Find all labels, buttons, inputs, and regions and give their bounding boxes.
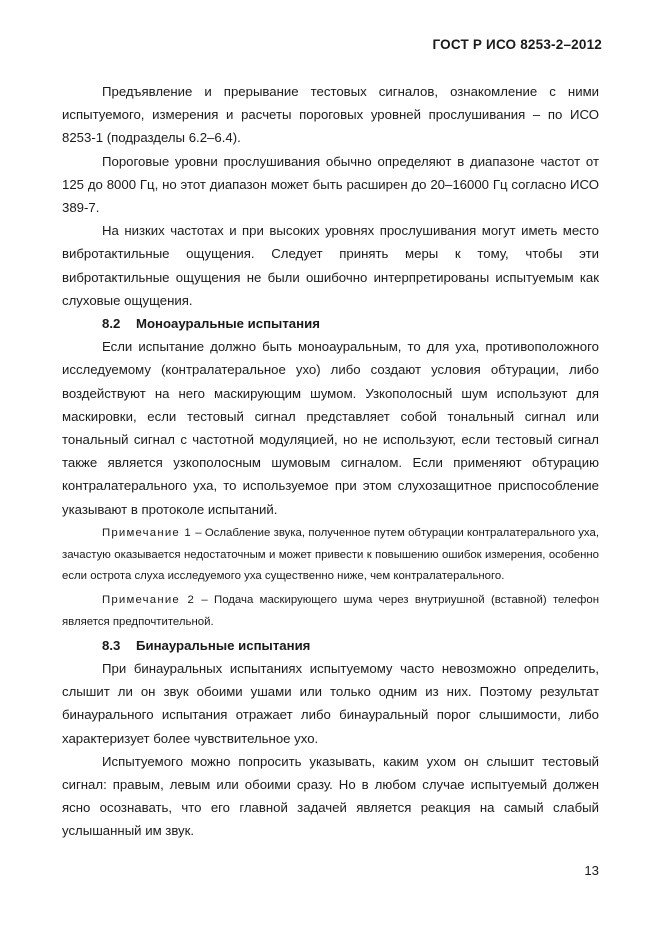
note-label: Примечание 1 [102,526,192,539]
paragraph: Пороговые уровни прослушивания обычно определяют в диапазоне частот от 125 до 8000 Гц, но этот диапазон может быть расширен до 20–16000 Гц согласно ИСО 389-7. [62,153,599,216]
note-text: – Ослабление звука, полученное путем обтурации контралатерального уха, зачастую оказывается недостаточным и может привести к повышению ошибок измерения, особенно если острота слуха исследуемого уха существенно ниже, чем контралатерального. [62,526,599,583]
section-title: Моноауральные испытания [136,316,320,332]
note-1 [62,523,599,588]
page-number: 13 [584,863,599,878]
note-label: Примечание 2 [102,594,195,607]
paragraph: Предъявление и прерывание тестовых сигналов, ознакомление с ними испытуемого, измерения и расчеты пороговых уровней прослушивания – по ИСО 8253-1 (подразделы 6.2–6.4). [62,84,599,146]
note-2 [62,590,599,634]
paragraph: Если испытание должно быть моноауральным, то для уха, противоположного исследуемому (контралатеральное ухо) либо создают условия обтурации, либо воздействуют на него маскирующим шумом. Узкополосный шум используют для маскировки, если тестовый сигнал представляет собой тональный сигнал или тональный сигнал с частотной модуляцией, но не используют, если тестовый сигнал также является узкополосным шумовым сигналом. Если применяют обтурацию контралатерального уха, то используемое при этом слухозащитное приспособление указывают в протоколе испытаний. [62,339,599,517]
paragraph: Испытуемого можно попросить указывать, каким ухом он слышит тестовый сигнал: правым, левым или обоими сразу. Но в любом случае испытуемый должен ясно осознавать, что его главной задачей является реакция на самый слабый услышанный им звук. [62,753,599,839]
section-number: 8.3 [102,637,121,653]
paragraph: При бинауральных испытаниях испытуемому часто невозможно определить, слышит ли он звук обоими ушами или только одним из них. Поэтому результат бинаурального испытания отражает либо бинауральный порог слышимости, либо характеризует более чувствительное ухо. [62,661,599,746]
document-header: ГОСТ Р ИСО 8253-2–2012 [432,37,602,52]
note-text: – Подача маскирующего шума через внутриушной (вставной) телефон является предпочтительной. [62,594,599,629]
page-body [62,80,599,843]
paragraph: На низких частотах и при высоких уровнях прослушивания могут иметь место вибротактильные ощущения. Следует принять меры к тому, чтобы эти вибротактильные ощущения не были ошибочно интерпретированы испытуемым как слуховые ощущения. [62,223,599,308]
section-number: 8.2 [102,316,121,332]
section-title: Бинауральные испытания [136,637,311,653]
section-heading-8-3 [62,634,599,657]
section-heading-8-2 [62,312,599,335]
